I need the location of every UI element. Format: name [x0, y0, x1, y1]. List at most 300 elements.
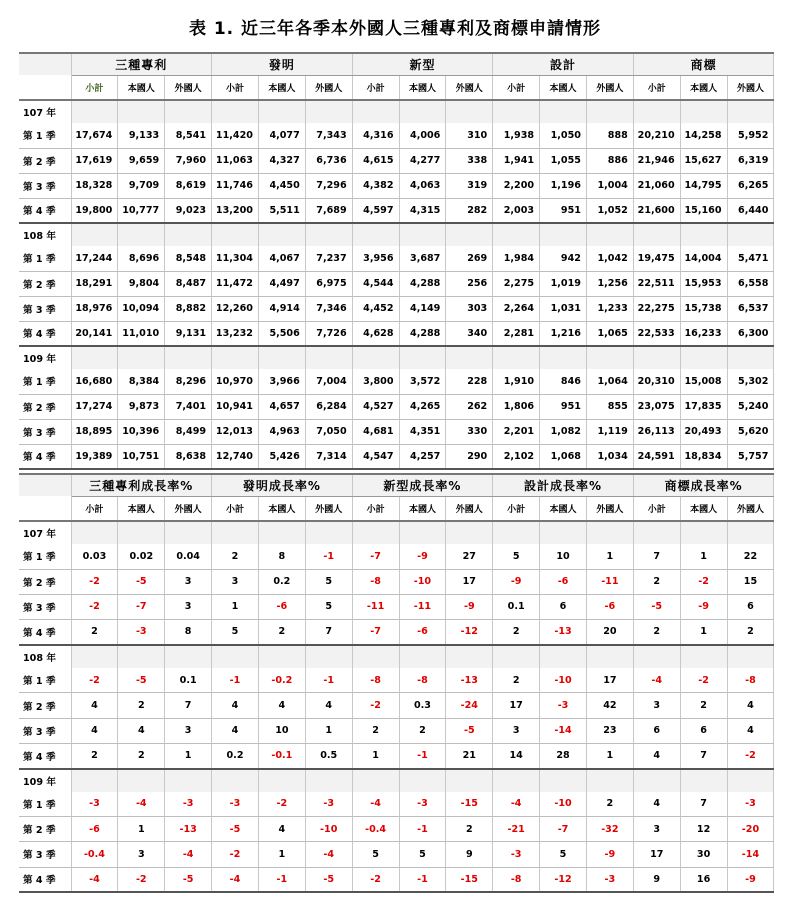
- data-cell: -0.2: [258, 668, 305, 693]
- data-cell: -9: [446, 594, 493, 619]
- data-cell: 7,343: [305, 123, 352, 148]
- year-spacer-cell: [352, 645, 399, 668]
- sub-header: 小計: [493, 496, 540, 521]
- quarter-label: 第 1 季: [19, 668, 71, 693]
- quarter-label: 第 4 季: [19, 743, 71, 768]
- data-cell: -8: [352, 569, 399, 594]
- year-spacer-cell: [305, 521, 352, 544]
- sub-header: 本國人: [399, 496, 446, 521]
- data-cell: -9: [493, 569, 540, 594]
- year-spacer-cell: [446, 223, 493, 246]
- data-cell: 14: [493, 743, 540, 768]
- data-cell: 6,319: [727, 148, 774, 173]
- data-cell: -2: [352, 693, 399, 718]
- data-cell: 5,426: [258, 444, 305, 469]
- data-cell: 24,591: [633, 444, 680, 469]
- quarter-label: 第 2 季: [19, 817, 71, 842]
- data-cell: 7,004: [305, 369, 352, 394]
- data-cell: 5: [399, 842, 446, 867]
- quarter-label: 第 3 季: [19, 296, 71, 321]
- group-header: 新型成長率%: [352, 474, 493, 496]
- year-row: [19, 769, 774, 792]
- data-cell: -6: [71, 817, 118, 842]
- table-row: [19, 271, 774, 296]
- sub-header: 小計: [212, 75, 259, 100]
- year-spacer-cell: [493, 769, 540, 792]
- data-cell: 4,327: [258, 148, 305, 173]
- data-cell: 7,726: [305, 321, 352, 346]
- data-cell: 6,736: [305, 148, 352, 173]
- header-corner: [19, 53, 71, 75]
- year-spacer-cell: [118, 223, 165, 246]
- data-cell: 15,160: [680, 198, 727, 223]
- year-spacer-cell: [118, 645, 165, 668]
- data-cell: 9,131: [165, 321, 212, 346]
- data-cell: 10: [540, 544, 587, 569]
- data-cell: 1: [305, 718, 352, 743]
- data-cell: -2: [680, 569, 727, 594]
- data-cell: 2,102: [493, 444, 540, 469]
- data-cell: 4,450: [258, 173, 305, 198]
- sub-header: 外國人: [446, 75, 493, 100]
- data-cell: -5: [118, 569, 165, 594]
- data-cell: 7,689: [305, 198, 352, 223]
- data-cell: 1,055: [540, 148, 587, 173]
- quarter-label: 第 3 季: [19, 718, 71, 743]
- data-cell: 11,063: [212, 148, 259, 173]
- data-cell: 4,382: [352, 173, 399, 198]
- year-spacer-cell: [258, 521, 305, 544]
- year-label: 107 年: [19, 521, 71, 544]
- data-cell: 0.1: [165, 668, 212, 693]
- data-cell: 1: [352, 743, 399, 768]
- data-cell: 9: [446, 842, 493, 867]
- year-spacer-cell: [165, 346, 212, 369]
- data-cell: 2: [118, 693, 165, 718]
- data-cell: 888: [586, 123, 633, 148]
- data-cell: 4,063: [399, 173, 446, 198]
- data-cell: 4: [71, 718, 118, 743]
- data-cell: -7: [352, 620, 399, 645]
- quarter-label: 第 2 季: [19, 693, 71, 718]
- data-cell: 4,257: [399, 444, 446, 469]
- data-cell: 27: [446, 544, 493, 569]
- table-row: [19, 369, 774, 394]
- table-row: [19, 321, 774, 346]
- data-cell: 3,966: [258, 369, 305, 394]
- year-spacer-cell: [165, 769, 212, 792]
- data-cell: 4: [727, 718, 774, 743]
- year-spacer-cell: [727, 645, 774, 668]
- year-spacer-cell: [305, 645, 352, 668]
- data-cell: 2: [399, 718, 446, 743]
- data-cell: 5: [305, 569, 352, 594]
- data-cell: 338: [446, 148, 493, 173]
- data-cell: 4,657: [258, 394, 305, 419]
- sub-header: 小計: [493, 75, 540, 100]
- data-cell: 4,288: [399, 321, 446, 346]
- data-cell: -3: [305, 792, 352, 817]
- data-cell: 4,914: [258, 296, 305, 321]
- data-cell: 4,597: [352, 198, 399, 223]
- data-cell: 1,233: [586, 296, 633, 321]
- data-cell: 2: [633, 569, 680, 594]
- data-cell: 21,946: [633, 148, 680, 173]
- data-cell: 4,547: [352, 444, 399, 469]
- data-cell: 7,346: [305, 296, 352, 321]
- year-spacer-cell: [212, 100, 259, 123]
- year-spacer-cell: [680, 521, 727, 544]
- data-cell: -5: [212, 817, 259, 842]
- sub-header: 外國人: [305, 75, 352, 100]
- year-spacer-cell: [118, 100, 165, 123]
- data-cell: -15: [446, 867, 493, 892]
- data-cell: -8: [352, 668, 399, 693]
- data-cell: 17: [633, 842, 680, 867]
- year-spacer-cell: [212, 223, 259, 246]
- year-spacer-cell: [540, 769, 587, 792]
- data-cell: 8,619: [165, 173, 212, 198]
- sub-header: 本國人: [258, 496, 305, 521]
- data-cell: 2,275: [493, 271, 540, 296]
- sub-header: 外國人: [446, 496, 493, 521]
- data-cell: 1: [258, 842, 305, 867]
- year-spacer-cell: [71, 769, 118, 792]
- year-row: [19, 645, 774, 668]
- data-cell: -5: [118, 668, 165, 693]
- data-cell: 14,004: [680, 246, 727, 271]
- data-cell: -5: [633, 594, 680, 619]
- data-cell: 2: [352, 718, 399, 743]
- data-cell: 5,471: [727, 246, 774, 271]
- data-cell: -3: [212, 792, 259, 817]
- data-cell: -0.4: [71, 842, 118, 867]
- year-spacer-cell: [680, 645, 727, 668]
- table-row: [19, 867, 774, 892]
- year-spacer-cell: [352, 769, 399, 792]
- data-cell: 7: [633, 544, 680, 569]
- data-cell: 3,956: [352, 246, 399, 271]
- data-cell: 2,264: [493, 296, 540, 321]
- quarter-label: 第 3 季: [19, 173, 71, 198]
- data-cell: -2: [212, 842, 259, 867]
- data-cell: -9: [727, 867, 774, 892]
- year-spacer-cell: [258, 769, 305, 792]
- data-cell: 30: [680, 842, 727, 867]
- data-cell: -2: [258, 792, 305, 817]
- data-cell: 6: [680, 718, 727, 743]
- year-spacer-cell: [633, 645, 680, 668]
- data-cell: 5,757: [727, 444, 774, 469]
- year-spacer-cell: [493, 100, 540, 123]
- data-cell: 16,233: [680, 321, 727, 346]
- data-cell: 1,938: [493, 123, 540, 148]
- data-cell: 5,511: [258, 198, 305, 223]
- year-spacer-cell: [727, 223, 774, 246]
- data-cell: 15: [727, 569, 774, 594]
- data-cell: 4: [71, 693, 118, 718]
- data-cell: 20,141: [71, 321, 118, 346]
- data-cell: 6,284: [305, 394, 352, 419]
- data-cell: -7: [540, 817, 587, 842]
- data-cell: 1: [680, 544, 727, 569]
- year-spacer-cell: [446, 521, 493, 544]
- sub-header: 本國人: [540, 496, 587, 521]
- year-spacer-cell: [352, 521, 399, 544]
- quarter-label: 第 2 季: [19, 148, 71, 173]
- year-spacer-cell: [399, 769, 446, 792]
- data-cell: 340: [446, 321, 493, 346]
- data-cell: 5: [352, 842, 399, 867]
- data-cell: -6: [399, 620, 446, 645]
- data-cell: 8,296: [165, 369, 212, 394]
- growth-rate-table: [19, 473, 774, 893]
- data-cell: 12: [680, 817, 727, 842]
- year-spacer-cell: [446, 346, 493, 369]
- data-cell: 5,240: [727, 394, 774, 419]
- data-cell: 22,533: [633, 321, 680, 346]
- data-cell: -3: [71, 792, 118, 817]
- data-cell: -8: [727, 668, 774, 693]
- data-cell: 1,984: [493, 246, 540, 271]
- data-cell: 11,304: [212, 246, 259, 271]
- data-cell: 8: [258, 544, 305, 569]
- data-cell: 951: [540, 394, 587, 419]
- data-cell: 4,452: [352, 296, 399, 321]
- data-cell: 1,034: [586, 444, 633, 469]
- sub-header: 外國人: [586, 75, 633, 100]
- year-spacer-cell: [727, 521, 774, 544]
- table-row: [19, 296, 774, 321]
- year-spacer-cell: [165, 521, 212, 544]
- year-spacer-cell: [727, 769, 774, 792]
- year-spacer-cell: [540, 100, 587, 123]
- data-cell: 8,548: [165, 246, 212, 271]
- quarter-label: 第 4 季: [19, 444, 71, 469]
- quarter-label: 第 4 季: [19, 620, 71, 645]
- data-cell: 0.03: [71, 544, 118, 569]
- group-header: 新型: [352, 53, 493, 75]
- data-cell: 3: [493, 718, 540, 743]
- data-cell: 16,680: [71, 369, 118, 394]
- data-cell: 20,493: [680, 419, 727, 444]
- data-cell: 9,023: [165, 198, 212, 223]
- data-cell: 4: [118, 718, 165, 743]
- group-header: 設計成長率%: [493, 474, 634, 496]
- data-cell: 16: [680, 867, 727, 892]
- data-cell: 8: [165, 620, 212, 645]
- year-spacer-cell: [680, 769, 727, 792]
- data-cell: 3,572: [399, 369, 446, 394]
- data-cell: 4,527: [352, 394, 399, 419]
- data-cell: 19,800: [71, 198, 118, 223]
- group-header-row: [19, 53, 774, 75]
- data-cell: 15,738: [680, 296, 727, 321]
- data-cell: 7: [305, 620, 352, 645]
- data-cell: -8: [493, 867, 540, 892]
- data-cell: 11,010: [118, 321, 165, 346]
- table-row: [19, 620, 774, 645]
- data-cell: -5: [305, 867, 352, 892]
- year-spacer-cell: [71, 521, 118, 544]
- data-cell: 5: [493, 544, 540, 569]
- data-cell: -21: [493, 817, 540, 842]
- year-spacer-cell: [352, 223, 399, 246]
- year-spacer-cell: [399, 645, 446, 668]
- data-cell: -0.4: [352, 817, 399, 842]
- data-cell: 1,256: [586, 271, 633, 296]
- data-cell: 2: [212, 544, 259, 569]
- data-cell: -0.1: [258, 743, 305, 768]
- year-row: [19, 521, 774, 544]
- year-spacer-cell: [633, 521, 680, 544]
- data-cell: 11,472: [212, 271, 259, 296]
- table-row: [19, 817, 774, 842]
- data-cell: 4: [258, 817, 305, 842]
- sub-header: 本國人: [258, 75, 305, 100]
- data-cell: 21: [446, 743, 493, 768]
- data-cell: 2: [680, 693, 727, 718]
- data-cell: -3: [493, 842, 540, 867]
- data-cell: 22,275: [633, 296, 680, 321]
- data-cell: -4: [352, 792, 399, 817]
- data-cell: -2: [71, 594, 118, 619]
- year-spacer-cell: [352, 346, 399, 369]
- data-cell: 3,687: [399, 246, 446, 271]
- data-cell: 13,200: [212, 198, 259, 223]
- year-spacer-cell: [399, 100, 446, 123]
- data-cell: 1,042: [586, 246, 633, 271]
- data-cell: 8,487: [165, 271, 212, 296]
- data-cell: -1: [212, 668, 259, 693]
- data-cell: 290: [446, 444, 493, 469]
- table-row: [19, 246, 774, 271]
- data-cell: 9,709: [118, 173, 165, 198]
- year-spacer-cell: [305, 223, 352, 246]
- data-cell: 7: [165, 693, 212, 718]
- data-cell: 256: [446, 271, 493, 296]
- year-spacer-cell: [258, 100, 305, 123]
- data-cell: 4,628: [352, 321, 399, 346]
- data-cell: 303: [446, 296, 493, 321]
- year-spacer-cell: [446, 100, 493, 123]
- year-spacer-cell: [586, 769, 633, 792]
- sub-header: 小計: [352, 496, 399, 521]
- data-cell: 21,060: [633, 173, 680, 198]
- data-cell: 17,835: [680, 394, 727, 419]
- sub-header: 外國人: [165, 75, 212, 100]
- sub-header: 本國人: [118, 75, 165, 100]
- data-cell: 21,600: [633, 198, 680, 223]
- data-cell: 2: [586, 792, 633, 817]
- data-cell: 7,960: [165, 148, 212, 173]
- year-spacer-cell: [212, 645, 259, 668]
- data-cell: 2: [493, 620, 540, 645]
- data-cell: 4,067: [258, 246, 305, 271]
- data-cell: 2: [633, 620, 680, 645]
- year-spacer-cell: [118, 521, 165, 544]
- data-cell: 1: [586, 743, 633, 768]
- counts-table: [19, 52, 774, 470]
- year-spacer-cell: [305, 100, 352, 123]
- data-cell: 6,975: [305, 271, 352, 296]
- data-cell: 5: [212, 620, 259, 645]
- data-cell: 1: [118, 817, 165, 842]
- data-cell: -11: [586, 569, 633, 594]
- year-spacer-cell: [586, 521, 633, 544]
- data-cell: 2,281: [493, 321, 540, 346]
- data-cell: 4,544: [352, 271, 399, 296]
- year-spacer-cell: [212, 521, 259, 544]
- data-cell: 2,200: [493, 173, 540, 198]
- data-cell: 2: [446, 817, 493, 842]
- data-cell: 5,302: [727, 369, 774, 394]
- data-cell: 18,328: [71, 173, 118, 198]
- data-cell: 4,006: [399, 123, 446, 148]
- year-spacer-cell: [493, 346, 540, 369]
- sub-header-row: [19, 496, 774, 521]
- data-cell: 42: [586, 693, 633, 718]
- data-cell: 4: [212, 718, 259, 743]
- sub-header-row: [19, 75, 774, 100]
- data-cell: -4: [493, 792, 540, 817]
- data-cell: 17: [446, 569, 493, 594]
- data-cell: -4: [305, 842, 352, 867]
- sub-header: 外國人: [305, 496, 352, 521]
- year-spacer-cell: [118, 346, 165, 369]
- data-cell: 6,537: [727, 296, 774, 321]
- data-cell: 15,008: [680, 369, 727, 394]
- quarter-label: 第 4 季: [19, 321, 71, 346]
- data-cell: 0.3: [399, 693, 446, 718]
- quarter-label: 第 4 季: [19, 198, 71, 223]
- sub-header: 小計: [352, 75, 399, 100]
- table-row: [19, 544, 774, 569]
- year-spacer-cell: [586, 645, 633, 668]
- data-cell: 10,094: [118, 296, 165, 321]
- data-cell: 13,232: [212, 321, 259, 346]
- year-spacer-cell: [212, 769, 259, 792]
- data-cell: 7,050: [305, 419, 352, 444]
- group-header: 發明成長率%: [212, 474, 353, 496]
- quarter-label: 第 4 季: [19, 867, 71, 892]
- table-row: [19, 743, 774, 768]
- quarter-label: 第 3 季: [19, 842, 71, 867]
- data-cell: 4,149: [399, 296, 446, 321]
- data-cell: 20,310: [633, 369, 680, 394]
- data-cell: 23,075: [633, 394, 680, 419]
- sub-header: 小計: [633, 75, 680, 100]
- year-spacer-cell: [540, 521, 587, 544]
- table-row: [19, 419, 774, 444]
- year-spacer-cell: [71, 223, 118, 246]
- data-cell: 22,511: [633, 271, 680, 296]
- data-cell: 12,260: [212, 296, 259, 321]
- year-spacer-cell: [586, 100, 633, 123]
- data-cell: 4,497: [258, 271, 305, 296]
- data-cell: 282: [446, 198, 493, 223]
- data-cell: -2: [71, 668, 118, 693]
- data-cell: -2: [727, 743, 774, 768]
- data-cell: -10: [305, 817, 352, 842]
- sub-header: 外國人: [727, 496, 774, 521]
- data-cell: -13: [540, 620, 587, 645]
- data-cell: -10: [540, 668, 587, 693]
- data-cell: 3: [165, 569, 212, 594]
- data-cell: 4,288: [399, 271, 446, 296]
- data-cell: 7,237: [305, 246, 352, 271]
- group-header: 三種專利: [71, 53, 212, 75]
